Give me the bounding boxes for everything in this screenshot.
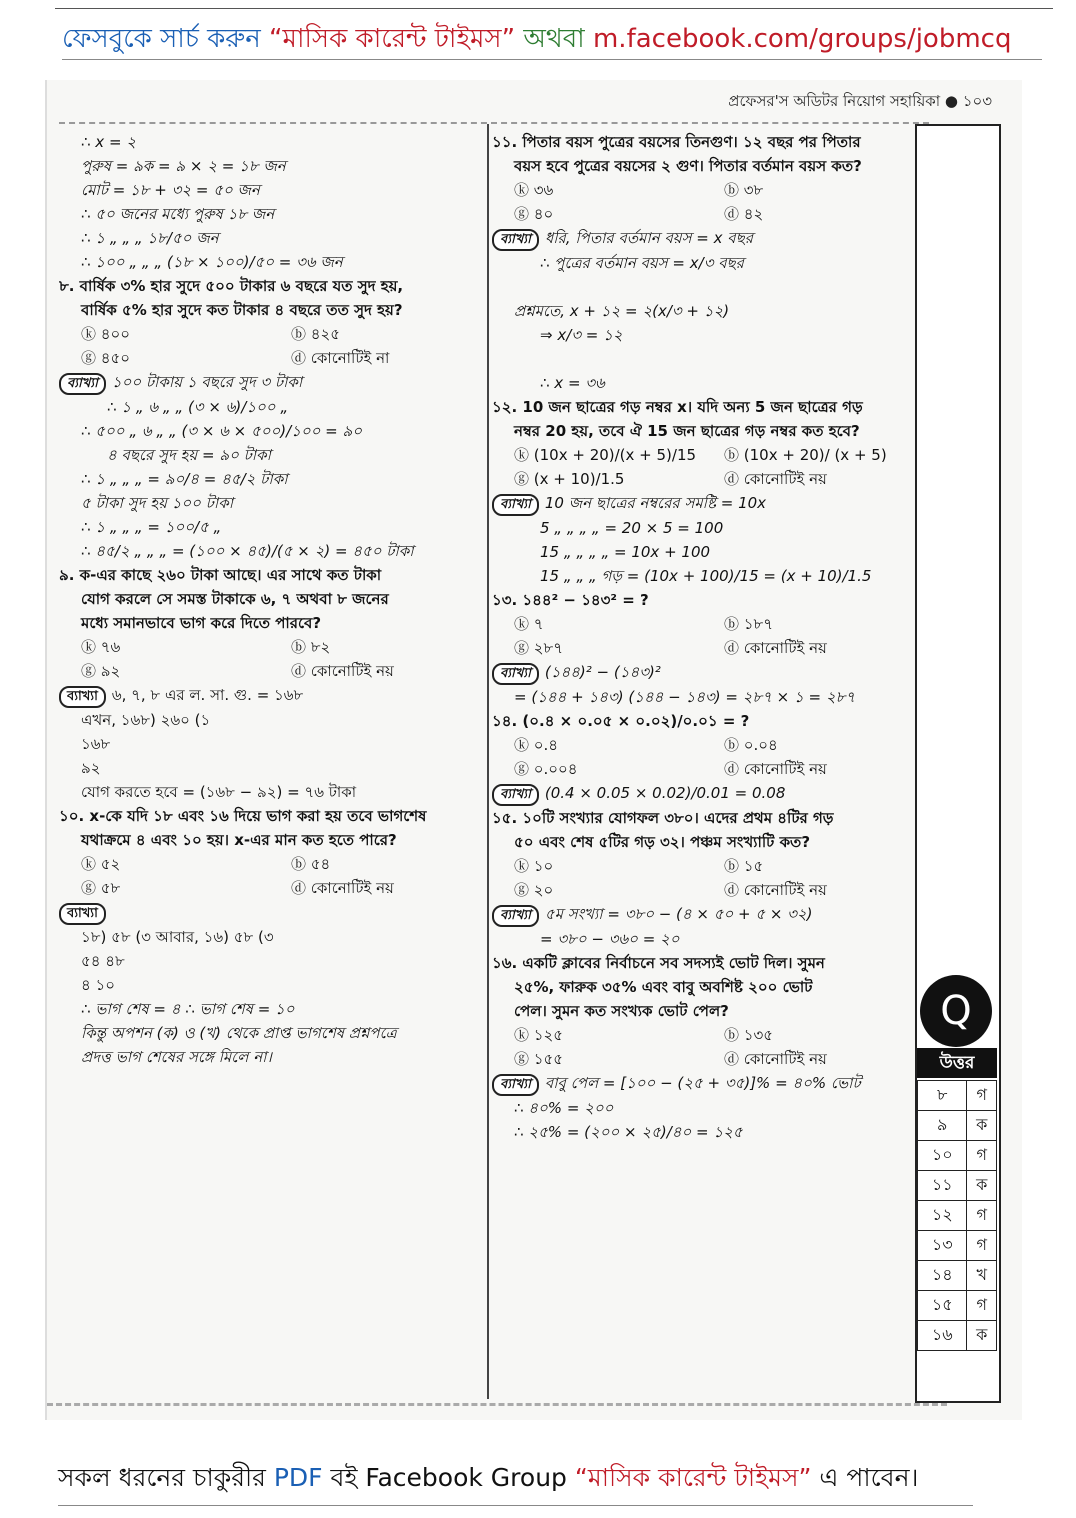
question-line [492,806,912,830]
option: ⓓ কোনোটিই নয় [724,470,827,488]
question-line [492,588,912,612]
line-text: মধ্যে সমানভাবে ভাগ করে দিতে পারবে? [81,614,322,632]
explanation-badge: ব্যাখ্যা [492,494,539,516]
option: ⓚ ৫২ [81,855,121,873]
explanation-badge: ব্যাখ্যা [59,373,106,395]
question-line [492,830,912,854]
line-text: মোট = ১৮ + ৩২ = ৫০ জন [81,181,260,199]
line-text: যোগ করলে সে সমস্ত টাকাকে ৬, ৭ অথবা ৮ জনের [81,590,389,608]
text-line [492,685,912,709]
banner-or-text: অথবা [523,24,585,54]
option: ⓖ ৯২ [81,662,121,680]
option: ⓖ ১৫৫ [514,1050,563,1068]
line-text: ∴ ভাগ শেষ = ৪ ∴ ভাগ শেষ = ১০ [81,1000,295,1018]
answer-choice: ক [967,1171,997,1201]
line-text: ∴ ১ „ „ „ = ১০০/৫ „ [81,518,222,536]
text-line [59,1021,479,1045]
text-line [59,539,479,563]
option: ⓚ ৭৬ [81,638,121,656]
option-row [492,467,912,491]
option: ⓑ ৪২৫ [291,325,340,343]
line-text: ∴ ৫০০ „ ৬ „ „ (৩ × ৬ × ৫০০)/১০০ = ৯০ [81,422,362,440]
answer-row [918,1291,997,1321]
option: ⓚ (10x + 20)/(x + 5)/15 [514,446,697,464]
line-text: ৬, ৭, ৮ এর ল. সা. গু. = ১৬৮ [111,686,304,704]
option: ⓚ ৩৬ [514,181,554,199]
magnifier-logo-icon: Q [920,975,992,1047]
option-row [492,757,912,781]
text-line [492,564,912,588]
line-text: ∴ ১০০ „ „ „ (১৮ × ১০০)/৫০ = ৩৬ জন [81,253,343,271]
line-text: ১৩. ১৪৪² − ১৪৩² = ? [492,591,649,609]
text-line [59,732,479,756]
line-text: এখন, ১৬৮) ২৬০ (১ [81,711,211,729]
option: ⓓ কোনোটিই নয় [724,760,827,778]
option-row [492,202,912,226]
page-top-rule [59,122,929,124]
text-line [492,251,912,275]
line-text: ∴ ৪৫/২ „ „ „ = (১০০ × ৪৫)/(৫ × ২) = ৪৫০ টাকা [81,542,414,560]
answer-question-number: ১২ [918,1201,967,1231]
answer-key-table [917,1080,997,1351]
answer-row [918,1321,997,1351]
line-text: 10 জন ছাত্রের নম্বরের সমষ্টি = 10x [544,494,767,512]
line-text: ∴ ১ „ „ „ = ৯০/৪ = ৪৫/২ টাকা [81,470,288,488]
answer-question-number: ১৩ [918,1231,967,1261]
option-row [492,443,912,467]
explanation-badge: ব্যাখ্যা [59,903,106,925]
explanation-badge: ব্যাখ্যা [492,663,539,685]
option: ⓑ ১৩৫ [724,1026,773,1044]
footer-divider [58,1505,973,1506]
line-text: ৫ম সংখ্যা = ৩৮০ − (৪ × ৫০ + ৫ × ৩২) [544,905,813,923]
line-text: ১৮) ৫৮ (৩ আবার, ১৬) ৫৮ (৩ [81,928,274,946]
option-row [492,612,912,636]
text-line [492,927,912,951]
text-line [59,419,479,443]
option: ⓓ কোনোটিই নয় [291,879,394,897]
banner-url-link[interactable]: m.facebook.com/groups/jobmcq [592,24,1012,54]
text-line [492,1071,912,1096]
answer-question-number: ১৫ [918,1291,967,1321]
option: ⓖ ৫৮ [81,879,121,897]
line-text: যোগ করতে হবে = (১৬৮ − ৯২) = ৭৬ টাকা [81,783,357,801]
line-text: বার্ষিক ৫% হার সুদে কত টাকার ৪ বছরে তত সুদ হয়? [81,301,403,319]
question-line [59,828,479,852]
question-line [492,154,912,178]
text-line [59,900,479,925]
option: ⓖ ০.০০৪ [514,760,578,778]
option-row [492,1023,912,1047]
text-line [492,275,912,299]
answer-choice: ক [967,1321,997,1351]
line-text: ৫০ এবং শেষ ৫টির গড় ৩২। পঞ্চম সংখ্যাটি কত? [514,833,811,851]
text-line [59,756,479,780]
scanned-page [45,80,1022,1420]
text-line [59,997,479,1021]
option-row [59,346,479,370]
footer-text [58,1458,918,1501]
answer-question-number: ১০ [918,1141,967,1171]
line-text: নম্বর 20 হয়, তবে ঐ 15 জন ছাত্রের গড় নম্বর কত হবে? [514,422,860,440]
line-text: ১৬৮ [81,735,111,753]
top-banner [0,0,1076,60]
line-text: ৯২ [81,759,101,777]
option: ⓖ ২৮৭ [514,639,564,657]
option: ⓓ ৪২ [724,205,764,223]
text-line [59,491,479,515]
footer-part-1: সকল ধরনের চাকুরীর [58,1463,266,1492]
line-text: ৪ বছরে সুদ হয় = ৯০ টাকা [107,446,271,464]
page-bottom-rule [47,1403,947,1406]
option: ⓑ ৩৮ [724,181,764,199]
option: ⓚ ১২৫ [514,1026,563,1044]
answer-row [918,1201,997,1231]
text-line [492,299,912,323]
answer-choice: গ [967,1141,997,1171]
line-text: ৫ টাকা সুদ হয় ১০০ টাকা [81,494,234,512]
line-text: ∴ ১ „ ৬ „ „ (৩ × ৬)/১০০ „ [107,398,289,416]
text-line [59,178,479,202]
line-text: = (১৪৪ + ১৪৩) (১৪৪ − ১৪৩) = ২৮৭ × ১ = ২৮৭ [514,688,856,706]
text-line [59,443,479,467]
line-text: ১১. পিতার বয়স পুত্রের বয়সের তিনগুণ। ১২ বছর পর পিতার [492,133,861,151]
text-line [59,780,479,804]
line-text: 15 „ „ „ গড় = (10x + 100)/15 = (x + 10)/1.5 [540,567,872,585]
text-line [492,1120,912,1144]
option: ⓑ ৫৪ [291,855,331,873]
line-text: 5 „ „ „ „ = 20 × 5 = 100 [540,519,724,537]
text-line [59,973,479,997]
text-line [492,660,912,685]
text-line [492,902,912,927]
text-line [59,925,479,949]
answer-question-number: ১৬ [918,1321,967,1351]
option: ⓖ ৪৫০ [81,349,130,367]
line-text: ১০০ টাকায় ১ বছরে সুদ ৩ টাকা [111,373,303,391]
column-divider [487,124,489,1399]
answer-choice: গ [967,1201,997,1231]
option: ⓑ ১৫ [724,857,764,875]
line-text: ৪ ১০ [81,976,115,994]
text-line [492,1096,912,1120]
option-row [492,854,912,878]
line-text: ৯. ক-এর কাছে ২৬০ টাকা আছে। এর সাথে কত টাকা [59,566,382,584]
text-line [59,130,479,154]
right-column [492,130,912,1144]
text-line [59,1045,479,1069]
explanation-badge: ব্যাখ্যা [492,1074,539,1096]
option-row [492,878,912,902]
answer-row [918,1171,997,1201]
option: ⓖ ৪০ [514,205,554,223]
option-row [59,876,479,900]
line-text: (0.4 × 0.05 × 0.02)/0.01 = 0.08 [544,784,786,802]
option-row [492,178,912,202]
option-row [59,659,479,683]
text-line [59,370,479,395]
question-line [59,298,479,322]
question-line [492,709,912,733]
text-line [59,949,479,973]
text-line [59,226,479,250]
explanation-badge: ব্যাখ্যা [492,229,539,251]
line-text: বয়স হবে পুত্রের বয়সের ২ গুণ। পিতার বর্তমান বয়স কত? [514,157,862,175]
question-line [492,975,912,999]
option: ⓓ কোনোটিই নয় [724,639,827,657]
line-text: ⇒ x/৩ = ১২ [540,326,623,344]
text-line [492,491,912,516]
text-line [59,154,479,178]
footer-part-3: বই Facebook Group [330,1463,567,1492]
option-row [492,636,912,660]
answer-question-number: ১১ [918,1171,967,1201]
line-text: ∴ ৪০% = ২০০ [514,1099,614,1117]
text-line [59,202,479,226]
answer-row [918,1141,997,1171]
line-text: ১৫. ১০টি সংখ্যার যোগফল ৩৮০। এদের প্রথম ৪টির গড় [492,809,834,827]
footer-pdf: PDF [273,1463,323,1492]
line-text: কিন্তু অপশন (ক) ও (খ) থেকে প্রাপ্ত ভাগশেষ প্রশ্নপত্রে [81,1024,397,1042]
question-line [59,587,479,611]
explanation-badge: ব্যাখ্যা [492,784,539,806]
option-row [492,733,912,757]
left-column [59,130,479,1069]
question-line [59,563,479,587]
answer-row [918,1231,997,1261]
answer-key-title: উত্তর [917,1048,997,1078]
line-text: ১২. 10 জন ছাত্রের গড় নম্বর x। যদি অন্য 5 জন ছাত্রের গড় [492,398,863,416]
option-row [59,322,479,346]
line-text: ∴ x = ৩৬ [540,374,605,392]
answer-question-number: ৮ [918,1081,967,1111]
line-text: বাবু পেল = [১০০ − (২৫ + ৩৫)]% = ৪০% ভোট [544,1074,861,1092]
line-text: ২৫%, ফারুক ৩৫% এবং বাবু অবশিষ্ট ২০০ ভোট [514,978,813,996]
option: ⓓ কোনোটিই নয় [291,662,394,680]
line-text: ধরি, পিতার বর্তমান বয়স = x বছর [544,229,753,247]
option-row [59,852,479,876]
footer-group-name: “মাসিক কারেন্ট টাইমস” [574,1463,812,1492]
line-text: (১৪৪)² − (১৪৩)² [544,663,661,681]
question-line [59,611,479,635]
banner-group-name: “মাসিক কারেন্ট টাইমস” [269,24,516,54]
option-row [59,635,479,659]
option: ⓖ ২০ [514,881,554,899]
option: ⓑ ৮২ [291,638,331,656]
line-text: প্রশ্নমতে, x + ১২ = ২(x/৩ + ১২) [514,302,730,320]
option: ⓚ ০.৪ [514,736,559,754]
question-line [492,999,912,1023]
line-text: ১৪. (০.৪ × ০.০৫ × ০.০২)/০.০১ = ? [492,712,750,730]
line-text: ∴ পুত্রের বর্তমান বয়স = x/৩ বছর [540,254,744,272]
line-text: ∴ ২৫% = (২০০ × ২৫)/৪০ = ১২৫ [514,1123,743,1141]
option: ⓓ কোনোটিই নয় [724,881,827,899]
answer-choice: গ [967,1081,997,1111]
text-line [59,683,479,708]
answer-choice: গ [967,1291,997,1321]
text-line [492,781,912,806]
text-line [492,226,912,251]
question-line [492,130,912,154]
answer-row [918,1261,997,1291]
banner-divider [62,59,1042,60]
text-line [492,347,912,371]
line-text: প্রদত্ত ভাগ শেষের সঙ্গে মিলে না। [81,1048,272,1066]
answer-choice: খ [967,1261,997,1291]
option: ⓚ ১০ [514,857,554,875]
explanation-badge: ব্যাখ্যা [492,905,539,927]
option: ⓑ (10x + 20)/ (x + 5) [724,446,887,464]
line-text: ∴ ১ „ „ „ ১৮/৫০ জন [81,229,219,247]
text-line [492,371,912,395]
option: ⓑ ০.০৪ [724,736,778,754]
banner-search-text: ফেসবুকে সার্চ করুন [62,24,261,54]
text-line [492,540,912,564]
line-text: ∴ x = ২ [81,133,137,151]
line-text: = ৩৮০ − ৩৬০ = ২০ [540,930,680,948]
line-text: যথাক্রমে ৪ এবং ১০ হয়। x-এর মান কত হতে পারে? [81,831,397,849]
line-text: ∴ ৫০ জনের মধ্যে পুরুষ ১৮ জন [81,205,275,223]
text-line [59,515,479,539]
text-line [492,323,912,347]
text-line [59,250,479,274]
answer-choice: গ [967,1231,997,1261]
line-text: 15 „ „ „ „ = 10x + 100 [540,543,711,561]
option: ⓑ ১৮৭ [724,615,773,633]
footer-part-5: এ পাবেন। [819,1463,919,1492]
text-line [59,708,479,732]
question-line [492,419,912,443]
option: ⓖ (x + 10)/1.5 [514,470,625,488]
line-text: ১৬. একটি ক্লাবের নির্বাচনে সব সদস্যই ভোট দিল। সুমন [492,954,825,972]
option: ⓓ কোনোটিই না [291,349,390,367]
question-line [492,395,912,419]
line-text: ৫৪ ৪৮ [81,952,125,970]
text-line [492,516,912,540]
answer-row [918,1111,997,1141]
answer-row [918,1081,997,1111]
option: ⓚ ৭ [514,615,544,633]
line-text: ১০. x-কে যদি ১৮ এবং ১৬ দিয়ে ভাগ করা হয় তবে ভাগশেষ [59,807,427,825]
line-text: পুরুষ = ৯ক = ৯ × ২ = ১৮ জন [81,157,286,175]
text-line [59,395,479,419]
explanation-badge: ব্যাখ্যা [59,686,106,708]
line-text: পেল। সুমন কত সংখ্যক ভোট পেল? [514,1002,729,1020]
question-line [492,951,912,975]
line-text: ৮. বার্ষিক ৩% হার সুদে ৫০০ টাকার ৬ বছরে যত সুদ হয়, [59,277,404,295]
answer-question-number: ৯ [918,1111,967,1141]
text-line [59,467,479,491]
option: ⓓ কোনোটিই নয় [724,1050,827,1068]
question-line [59,804,479,828]
option-row [492,1047,912,1071]
answer-question-number: ১৪ [918,1261,967,1291]
option: ⓚ ৪০০ [81,325,131,343]
answer-choice: ক [967,1111,997,1141]
running-head: প্রফেসর'স অডিটর নিয়োগ সহায়িকা ● ১০৩ [728,92,992,110]
question-line [59,274,479,298]
